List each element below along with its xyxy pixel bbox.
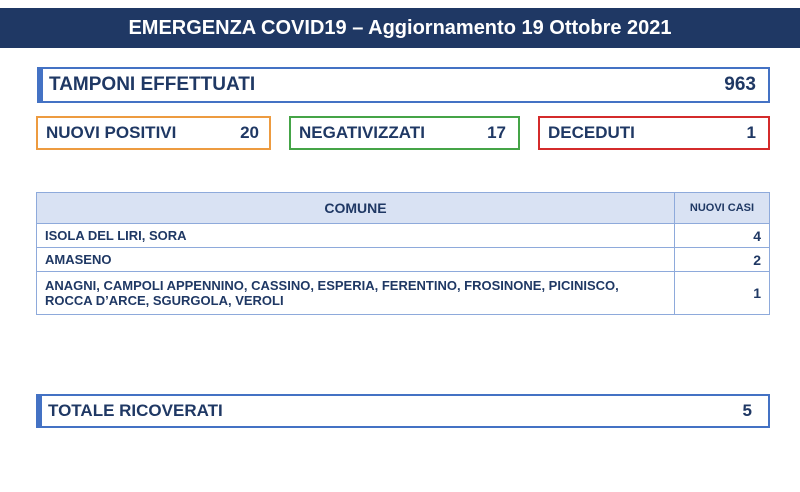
casi-cell: 2 [675, 248, 770, 272]
comuni-table [36, 192, 770, 315]
ricoverati-value: 5 [742, 401, 752, 420]
table-row [37, 272, 770, 315]
tamponi-label: TAMPONI EFFETTUATI [49, 74, 256, 95]
negativizzati-label: NEGATIVIZZATI [299, 123, 425, 142]
totale-ricoverati-card [36, 394, 770, 428]
page-title: EMERGENZA COVID19 – Aggiornamento 19 Ottobre 2021 [128, 16, 672, 39]
comune-cell: ISOLA DEL LIRI, SORA [37, 224, 675, 248]
nuovi-positivi-value: 20 [240, 123, 259, 142]
nuovi-positivi-card [36, 116, 271, 150]
column-header-nuovi-casi: NUOVI CASI [675, 193, 770, 224]
tamponi-value: 963 [724, 74, 756, 95]
table-row [37, 224, 770, 248]
deceduti-label: DECEDUTI [548, 123, 635, 142]
negativizzati-card [289, 116, 520, 150]
deceduti-value: 1 [746, 123, 756, 142]
negativizzati-value: 17 [487, 123, 506, 142]
casi-cell: 4 [675, 224, 770, 248]
deceduti-card [538, 116, 770, 150]
comune-cell: AMASENO [37, 248, 675, 272]
casi-cell: 1 [675, 272, 770, 315]
ricoverati-label: TOTALE RICOVERATI [48, 401, 223, 420]
comune-cell: ANAGNI, CAMPOLI APPENNINO, CASSINO, ESPERIA, FERENTINO, FROSINONE, PICINISCO, ROCCA D’ARCE, SGURGOLA, VEROLI [37, 272, 675, 315]
table-header-row [37, 193, 770, 224]
nuovi-positivi-label: NUOVI POSITIVI [46, 123, 177, 142]
tamponi-card [37, 67, 770, 103]
column-header-comune: COMUNE [37, 193, 675, 224]
table-row [37, 248, 770, 272]
page-header [0, 8, 800, 48]
